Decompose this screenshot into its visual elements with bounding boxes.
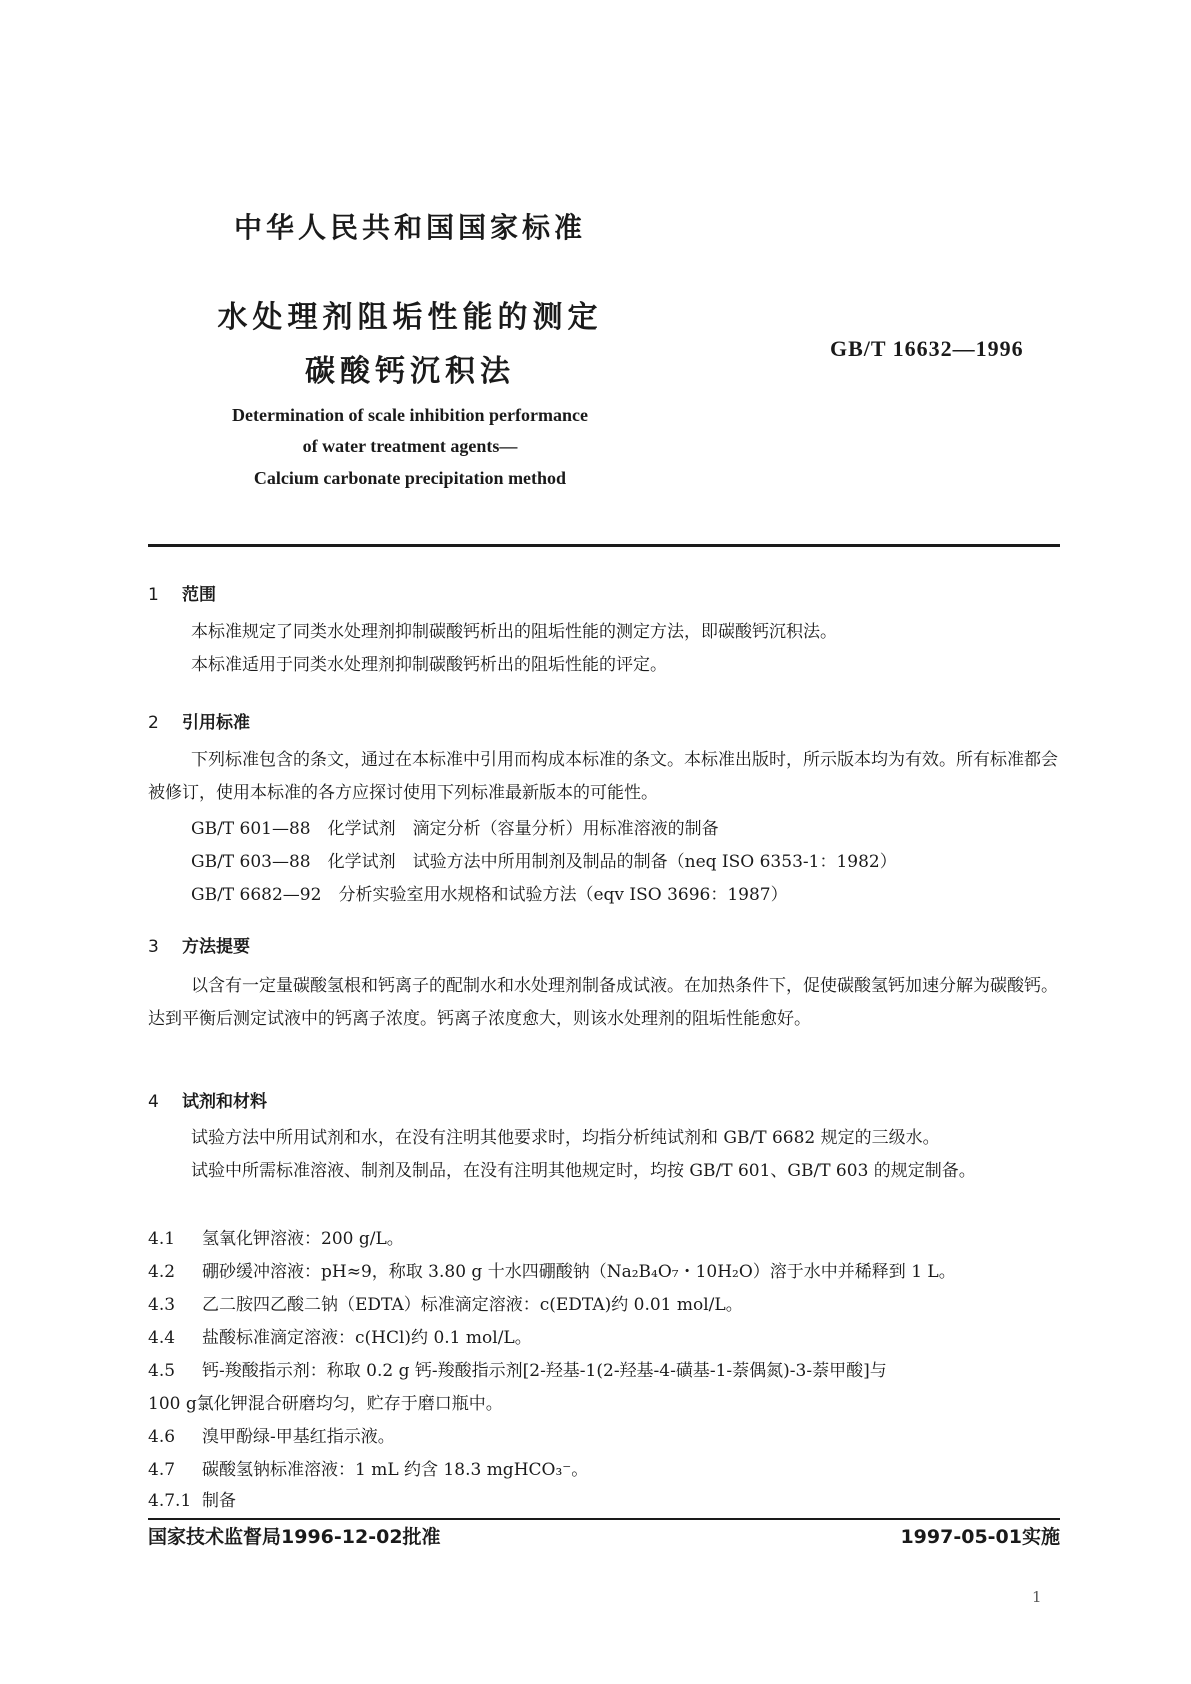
reagent-item <box>148 1422 395 1447</box>
item-text: 溴甲酚绿-甲基红指示液。 <box>202 1427 395 1447</box>
references-paragraph: 下列标准包含的条文，通过在本标准中引用而构成本标准的条文。本标准出版时，所示版本均为有效。所有标准都会被修订，使用本标准的各方应探讨使用下列标准最新版本的可能性。 <box>148 750 1058 803</box>
english-title-line1: Determination of scale inhibition performance <box>232 405 588 425</box>
reagent-item <box>148 1323 532 1348</box>
reference-item: GB/T 601—88 化学试剂 滴定分析（容量分析）用标准溶液的制备 <box>191 819 719 839</box>
implementation-date: 1997-05-01实施 <box>900 1526 1060 1548</box>
item-number: 4.4 <box>148 1328 176 1348</box>
reagent-item <box>148 1356 887 1381</box>
item-text: 盐酸标准滴定溶液：c(HCl)约 0.1 mol/L。 <box>202 1328 532 1348</box>
footer-divider <box>148 1518 1060 1520</box>
reference-item: GB/T 603—88 化学试剂 试验方法中所用制剂及制品的制备（neq ISO 6353-1：1982） <box>191 852 897 872</box>
reagents-paragraph-1: 试验方法中所用试剂和水，在没有注明其他要求时，均指分析纯试剂和 GB/T 6682 规定的三级水。 <box>191 1128 940 1148</box>
standard-number: GB/T 16632—1996 <box>830 336 1024 361</box>
reagent-item <box>148 1455 588 1480</box>
scope-paragraph-2: 本标准适用于同类水处理剂抑制碳酸钙析出的阻垢性能的评定。 <box>191 655 667 675</box>
item-number: 4.2 <box>148 1262 176 1282</box>
item-number: 4.1 <box>148 1229 176 1249</box>
english-title-line3: Calcium carbonate precipitation method <box>253 468 567 488</box>
page-number: 1 <box>1032 1588 1042 1606</box>
scope-paragraph-1: 本标准规定了同类水处理剂抑制碳酸钙析出的阻垢性能的测定方法，即碳酸钙沉积法。 <box>191 622 837 642</box>
item-text: 钙-羧酸指示剂：称取 0.2 g 钙-羧酸指示剂[2-羟基-1(2-羟基-4-磺基-1-萘偶氮)-3-萘甲酸]与 <box>202 1361 887 1381</box>
header-divider <box>148 544 1060 547</box>
reagent-item <box>148 1257 956 1282</box>
item-text: 乙二胺四乙酸二钠（EDTA）标准滴定溶液：c(EDTA)约 0.01 mol/L。 <box>202 1295 743 1315</box>
reagents-paragraph-2: 试验中所需标准溶液、制剂及制品，在没有注明其他规定时，均按 GB/T 601、GB/T 603 的规定制备。 <box>191 1161 976 1181</box>
section-title: 引用标准 <box>182 713 250 733</box>
method-summary-paragraph: 以含有一定量碳酸氢根和钙离子的配制水和水处理剂制备成试液。在加热条件下，促使碳酸氢钙加速分解为碳酸钙。达到平衡后测定试液中的钙离子浓度。钙离子浓度愈大，则该水处理剂的阻垢性能愈好。 <box>148 976 1058 1029</box>
section-heading-reagents <box>148 1087 267 1112</box>
item-text: 硼砂缓冲溶液：pH≈9，称取 3.80 g 十水四硼酸钠（Na₂B₄O₇・10H₂O）溶于水中并稀释到 1 L。 <box>202 1262 956 1282</box>
approval-line: 国家技术监督局1996-12-02批准 <box>148 1526 441 1548</box>
item-number: 4.7 <box>148 1460 176 1480</box>
section-heading-scope <box>148 580 216 605</box>
english-title-line2: of water treatment agents— <box>302 436 518 456</box>
section-heading-normative-references <box>148 708 250 733</box>
item-number: 4.6 <box>148 1427 176 1447</box>
item-number: 4.3 <box>148 1295 176 1315</box>
section-number: 1 <box>148 585 159 605</box>
document-title-line1: 水处理剂阻垢性能的测定 <box>217 300 603 335</box>
item-text: 碳酸氢钠标准溶液：1 mL 约含 18.3 mgHCO₃⁻。 <box>202 1460 589 1480</box>
document-title-line2: 碳酸钙沉积法 <box>305 354 515 389</box>
section-number: 4 <box>148 1092 159 1112</box>
section-number: 3 <box>148 937 159 957</box>
item-text: 100 g氯化钾混合研磨均匀，贮存于磨口瓶中。 <box>148 1394 503 1414</box>
section-title: 试剂和材料 <box>182 1092 267 1112</box>
section-number: 2 <box>148 713 159 733</box>
section-heading-method-summary <box>148 932 250 957</box>
reference-item: GB/T 6682—92 分析实验室用水规格和试验方法（eqv ISO 3696：1987） <box>191 885 788 905</box>
section-title: 方法提要 <box>182 937 250 957</box>
reagent-subitem <box>148 1486 236 1511</box>
reagent-item <box>148 1290 743 1315</box>
reagent-item <box>148 1224 404 1249</box>
item-text: 氢氧化钾溶液：200 g/L。 <box>202 1229 404 1249</box>
reagent-item-continuation <box>148 1389 503 1414</box>
item-text: 制备 <box>202 1491 236 1511</box>
item-number: 4.7.1 <box>148 1491 192 1511</box>
item-number: 4.5 <box>148 1361 176 1381</box>
section-title: 范围 <box>182 585 216 605</box>
national-standard-heading: 中华人民共和国国家标准 <box>233 211 586 244</box>
